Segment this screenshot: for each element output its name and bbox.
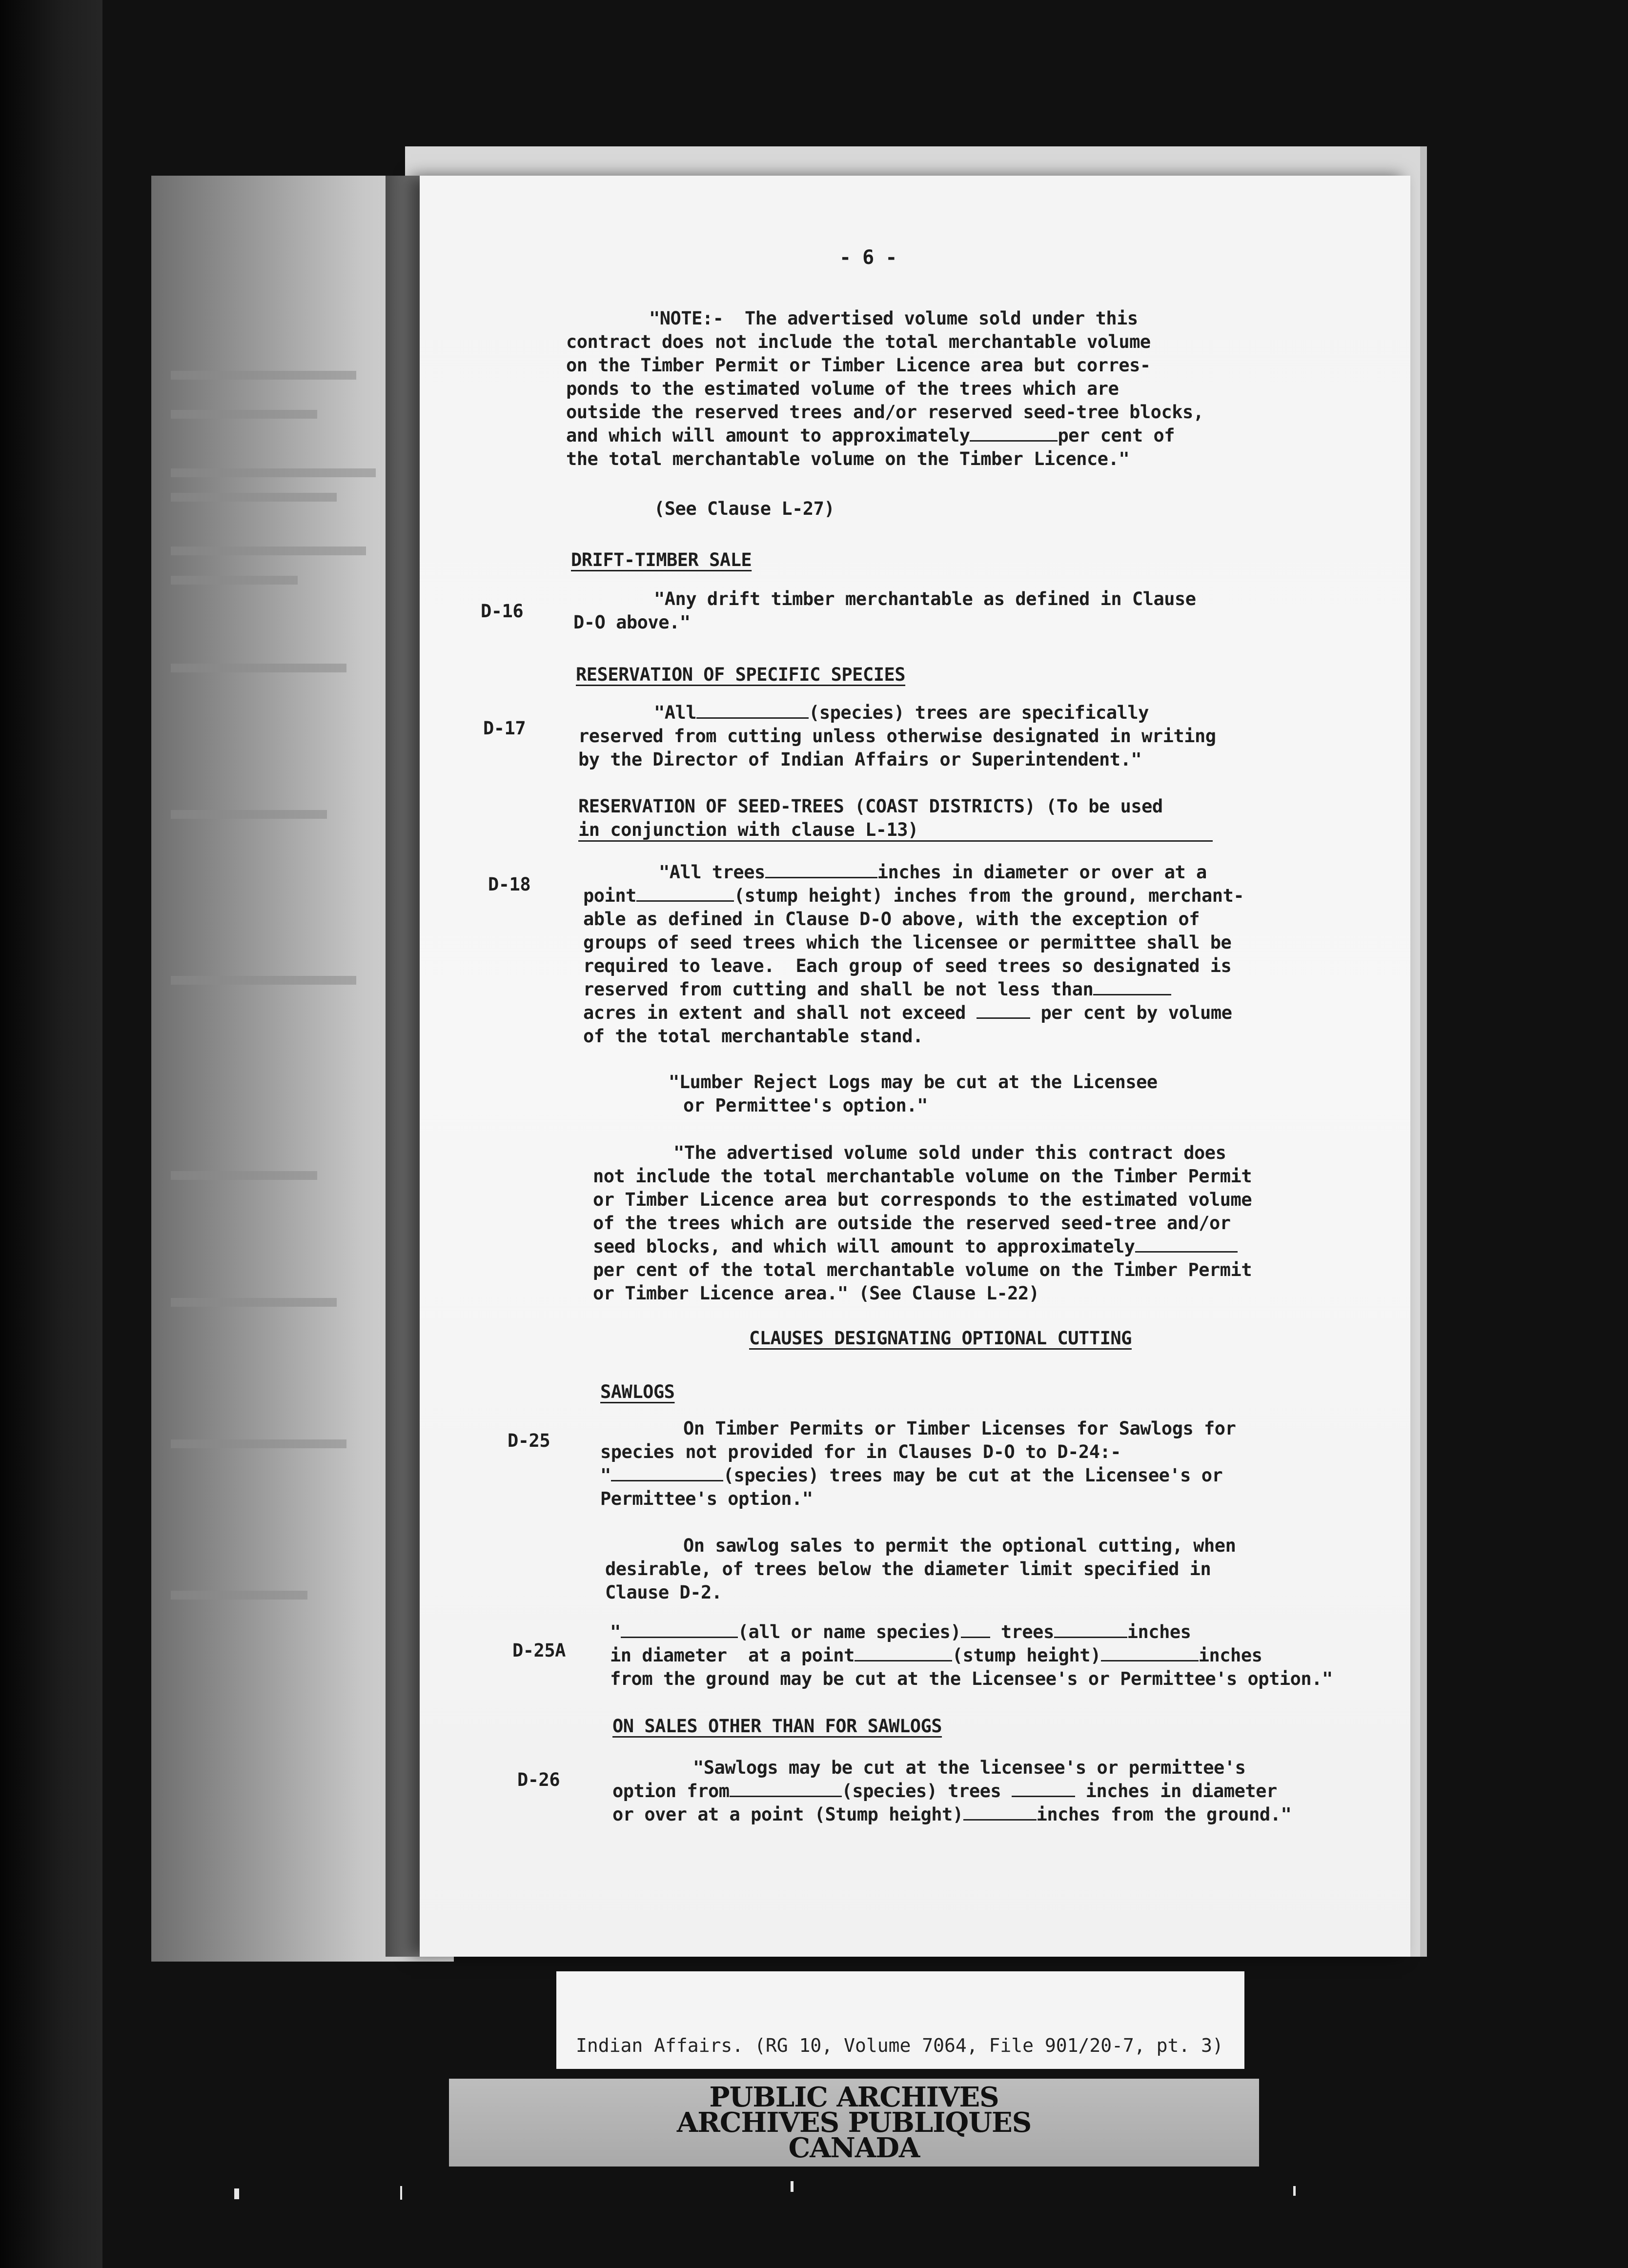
d25-line-3: " (species) trees may be cut at the Licensee's or	[600, 1465, 1223, 1486]
clause-id-d18: D-18	[488, 874, 531, 895]
d16-line-1: "Any drift timber merchantable as defined in Clause	[654, 588, 1196, 609]
d17-line-2: reserved from cutting unless otherwise designated in writing	[578, 726, 1216, 747]
film-speck	[400, 2186, 402, 2200]
clause-id-d17: D-17	[483, 718, 526, 739]
note-line-1: "NOTE:- The advertised volume sold under this	[649, 308, 1138, 329]
seed-trees-heading-2: in conjunction with clause L-13)	[578, 819, 918, 840]
note-line-6: and which will amount to approximately per cent of	[566, 425, 1175, 446]
film-speck	[234, 2188, 239, 2199]
d18-line-2: point (stump height) inches from the ground, merchant-	[583, 885, 1244, 906]
note-line-2: contract does not include the total merchantable volume	[566, 331, 1151, 352]
d25a-line-1: " (all or name species) trees inches	[610, 1621, 1191, 1642]
d25-para2-line-2: desirable, of trees below the diameter limit specified in	[605, 1559, 1211, 1580]
advertised-line-7: or Timber Licence area." (See Clause L-22)	[593, 1283, 1039, 1304]
clause-id-d26: D-26	[517, 1769, 560, 1790]
d25-para2-line-1: On sawlog sales to permit the optional cutting, when	[683, 1535, 1236, 1556]
film-edge	[0, 0, 102, 2268]
stamp-line-1: PUBLIC ARCHIVES	[709, 2081, 999, 2113]
clause-id-d16: D-16	[481, 601, 524, 622]
optional-cutting-heading: CLAUSES DESIGNATING OPTIONAL CUTTING	[749, 1328, 1132, 1349]
d17-line-1: "All (species) trees are specifically	[654, 702, 1149, 723]
seed-heading-underline	[578, 840, 1213, 842]
d25-para2-line-3: Clause D-2.	[605, 1582, 722, 1603]
d18-line-7: acres in extent and shall not exceed per cent by volume	[583, 1002, 1232, 1023]
advertised-line-4: of the trees which are outside the reserved seed-tree and/or	[593, 1213, 1231, 1234]
stamp-line-3: CANADA	[788, 2132, 920, 2164]
film-speck	[791, 2181, 794, 2192]
d26-line-3: or over at a point (Stump height) inches from the ground."	[612, 1804, 1292, 1825]
d25a-line-2: in diameter at a point (stump height) inches	[610, 1645, 1262, 1666]
d16-line-2: D-O above."	[573, 612, 691, 633]
lumber-reject-line-2: or Permittee's option."	[683, 1095, 928, 1116]
lumber-reject-line-1: "Lumber Reject Logs may be cut at the Licensee	[669, 1072, 1158, 1093]
stamp-line-2: ARCHIVES PUBLIQUES	[676, 2106, 1032, 2139]
seed-trees-heading-1: RESERVATION OF SEED-TREES (COAST DISTRICTS) (To be used	[578, 796, 1163, 817]
archive-caption: Indian Affairs. (RG 10, Volume 7064, File 901/20-7, pt. 3)	[576, 2035, 1223, 2056]
d18-line-5: required to leave. Each group of seed trees so designated is	[583, 955, 1232, 976]
other-sales-heading: ON SALES OTHER THAN FOR SAWLOGS	[612, 1716, 942, 1737]
see-clause-l27: (See Clause L-27)	[654, 498, 835, 519]
advertised-line-5: seed blocks, and which will amount to approximately	[593, 1235, 1238, 1258]
note-line-5: outside the reserved trees and/or reserved seed-tree blocks,	[566, 402, 1204, 423]
sawlogs-heading: SAWLOGS	[600, 1381, 675, 1402]
d18-line-3: able as defined in Clause D-O above, with the exception of	[583, 909, 1200, 930]
d25-line-2: species not provided for in Clauses D-O to D-24:-	[600, 1441, 1121, 1462]
clause-id-d25a: D-25A	[512, 1640, 566, 1661]
drift-timber-heading: DRIFT-TIMBER SALE	[571, 549, 752, 570]
document-page	[420, 176, 1410, 1957]
d25-line-4: Permittee's option."	[600, 1488, 813, 1509]
page-number: - 6 -	[839, 246, 897, 269]
d25-line-1: On Timber Permits or Timber Licenses for Sawlogs for	[683, 1418, 1236, 1439]
note-line-3: on the Timber Permit or Timber Licence area but corres-	[566, 355, 1151, 376]
archive-stamp-card	[449, 2079, 1259, 2167]
clause-id-d25: D-25	[508, 1430, 550, 1451]
d18-line-1: "All trees inches in diameter or over at a	[659, 862, 1207, 883]
d26-line-2: option from (species) trees inches in diameter	[612, 1781, 1277, 1802]
advertised-line-2: not include the total merchantable volume on the Timber Permit	[593, 1166, 1252, 1187]
d17-line-3: by the Director of Indian Affairs or Superintendent."	[578, 749, 1142, 770]
advertised-line-6: per cent of the total merchantable volume on the Timber Permit	[593, 1259, 1252, 1280]
note-line-4: ponds to the estimated volume of the trees which are	[566, 378, 1119, 399]
advertised-line-3: or Timber Licence area but corresponds to the estimated volume	[593, 1189, 1252, 1210]
d18-line-4: groups of seed trees which the licensee or permittee shall be	[583, 932, 1232, 953]
advertised-line-1: "The advertised volume sold under this contract does	[673, 1142, 1226, 1163]
d25a-line-3: from the ground may be cut at the Licensee's or Permittee's option."	[610, 1668, 1333, 1689]
archive-caption-card	[556, 1971, 1244, 2069]
film-speck	[1293, 2186, 1296, 2196]
d18-line-6: reserved from cutting and shall be not less than	[583, 978, 1171, 1001]
note-line-7: the total merchantable volume on the Timber Licence."	[566, 448, 1130, 469]
d26-line-1: "Sawlogs may be cut at the licensee's or permittee's	[693, 1757, 1246, 1778]
specific-species-heading: RESERVATION OF SPECIFIC SPECIES	[576, 664, 906, 685]
d18-line-8: of the total merchantable stand.	[583, 1026, 923, 1047]
archives-stamp	[449, 2081, 1259, 2164]
